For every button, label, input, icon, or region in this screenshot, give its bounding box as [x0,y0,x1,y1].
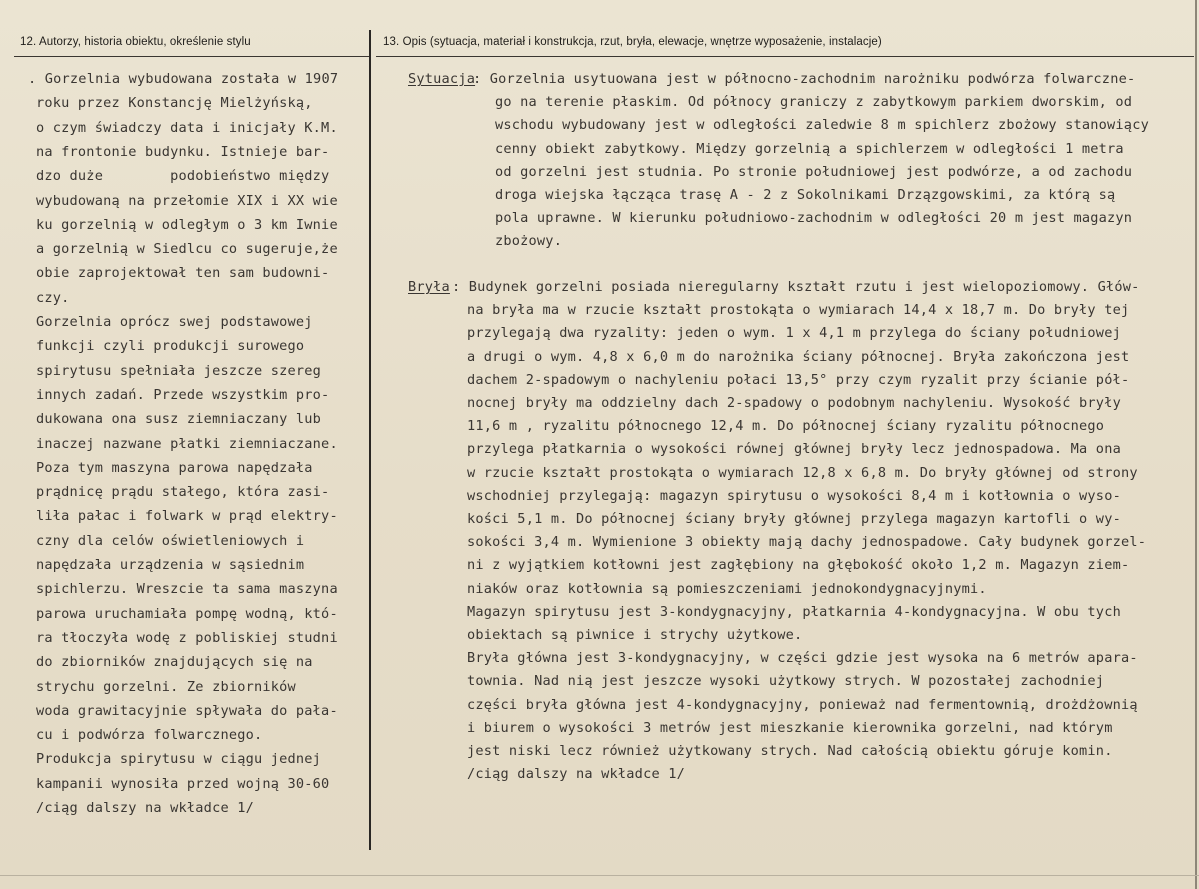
history-text-line: inaczej nazwane płatki ziemniaczane. [36,435,338,452]
history-text-line: czny dla celów oświetleniowych i [36,532,305,549]
right-header-rule [376,56,1194,57]
bryla-text-line: 11,6 m , ryzalitu północnego 12,4 m. Do północnej ściany ryzalitu północnego [467,418,1105,435]
bryla-label: Bryła [408,279,450,295]
history-text-line: obie zaprojektował ten sam budowni- [36,265,330,282]
history-text-line: funkcji czyli produkcji surowego [36,338,305,355]
history-text-line: ku gorzelnią w odległym o 3 km Iwnie [36,216,338,233]
history-text-line: kampanii wynosiła przed wojną 30-60 [36,775,330,792]
bryla-text-line: townia. Nad nią jest jeszcze wysoki użytkowy strych. W pozostałej zachodniej [467,673,1105,690]
history-text-line: a gorzelnią w Siedlcu co sugeruje,że [36,241,338,258]
sytuacja-text-line: od gorzelni jest studnia. Po stronie południowej jest podwórze, a od zachodu [495,163,1133,180]
bryla-text-line: i biurem o wysokości 3 metrów jest mieszkanie kierownika gorzelni, nad którym [467,719,1113,736]
section-13-header: 13. Opis (sytuacja, materiał i konstrukcja, rzut, bryła, elewacje, wnętrze wyposażenie, instalacje) [383,36,882,48]
bryla-text-line: sokości 3,4 m. Wymienione 3 obiekty mają dachy jednospadowe. Cały budynek gorzel- [467,534,1147,551]
sytuacja-text-line: droga wiejska łącząca trasę A - 2 z Sokolnikami Drzązgowskimi, za którą są [495,187,1116,203]
bryla-text-line: Magazyn spirytusu jest 3-kondygnacyjny, płatkarnia 4-kondygnacyjna. W obu tych [467,603,1121,620]
history-text-line: Produkcja spirytusu w ciągu jednej [36,751,322,768]
history-text-line: woda grawitacyjnie spływała do pała- [36,702,338,719]
history-text-line: dzo duże podobieństwo między [36,168,330,185]
history-text-line: innych zadań. Przede wszystkim pro- [36,386,330,403]
history-text-line: . Gorzelnia wybudowana została w 1907 [28,71,339,87]
bryla-text-line: w rzucie kształt prostokąta o wymiarach 12,8 x 6,8 m. Do bryły głównej od strony [467,464,1138,481]
bottom-rule [0,875,1199,876]
bryla-text-line: /ciąg dalszy na wkładce 1/ [467,766,685,783]
bryla-text-line: a drugi o wym. 4,8 x 6,0 m do narożnika ściany północnej. Bryła zakończona jest [467,348,1130,365]
history-text-line: strychu gorzelni. Ze zbiorników [36,678,296,695]
column-divider [369,30,371,850]
history-text-line: /ciąg dalszy na wkładce 1/ [36,800,254,816]
sytuacja-text-line: : Gorzelnia usytuowana jest w północno-zachodnim narożniku podwórza folwarczne- [473,71,1136,87]
bryla-text-line: kości 5,1 m. Do północnej ściany bryły głównej przylega magazyn kartofli o wy- [467,511,1121,527]
bryla-text-line: dachem 2-spadowym o nachyleniu połaci 13,5° przy czym ryzalit przy ścianie pół- [467,371,1130,388]
history-text-line: na frontonie budynku. Istnieje bar- [36,143,330,160]
history-text-line: cu i podwórza folwarcznego. [36,727,263,744]
history-text-line: roku przez Konstancję Mielżyńską, [36,95,313,112]
history-text-line: do zbiorników znajdujących się na [36,654,313,671]
section-12-header: 12. Autorzy, historia obiektu, określenie stylu [20,36,251,48]
left-header-rule [14,56,370,57]
sytuacja-label: Sytuacja [408,71,476,87]
history-text-line: dukowana ona susz ziemniaczany lub [36,411,322,428]
bryla-text-line: : Budynek gorzelni posiada nieregularny kształt rzutu i jest wielopoziomowy. Głów- [452,279,1140,295]
sytuacja-text-line: go na terenie płaskim. Od północy graniczy z zabytkowym parkiem dworskim, od [495,94,1133,111]
bryla-text-line: obiektach są piwnice i strychy użytkowe. [467,627,803,643]
history-text-line: parowa uruchamiała pompę wodną, któ- [36,605,338,622]
sytuacja-text-line: zbożowy. [495,233,563,250]
history-text-line: ra tłoczyła wodę z pobliskiej studni [36,629,338,646]
bryla-text-line: przylega płatkarnia o wysokości równej głównej bryły lecz jednospadowa. Ma ona [467,441,1121,458]
bryla-text-line: wschodniej przylegają: magazyn spirytusu o wysokości 8,4 m i kotłownia o wyso- [467,487,1121,504]
history-text-line: Gorzelnia oprócz swej podstawowej [36,314,313,330]
bryla-text-line: części bryła główna jest 4-kondygnacyjny, ponieważ nad fermentownią, drożdżownią [467,696,1138,713]
sytuacja-text-line: wschodu wybudowany jest w odległości zaledwie 8 m spichlerz zbożowy stanowiący [495,117,1149,134]
history-text-line: o czym świadczy data i inicjały K.M. [36,119,338,136]
sytuacja-text-line: cenny obiekt zabytkowy. Między gorzelnią a spichlerzem w odległości 1 metra [495,140,1124,157]
bryla-text-line: Bryła główna jest 3-kondygnacyjny, w części gdzie jest wysoka na 6 metrów apara- [467,650,1138,667]
bryla-text-line: jest niski lecz również użytkowany strych. Nad całością obiektu góruje komin. [467,743,1113,759]
history-text-line: spichlerzu. Wreszcie ta sama maszyna [36,581,338,598]
sytuacja-text-line: pola uprawne. W kierunku południowo-zachodnim w odległości 20 m jest magazyn [495,210,1133,227]
history-text-line: napędzała urządzenia w sąsiednim [36,557,305,573]
history-text-line: wybudowaną na przełomie XIX i XX wie [36,192,338,209]
history-text-line: liła pałac i folwark w prąd elektry- [36,508,338,525]
history-text-line: spirytusu spełniała jeszcze szereg [36,362,322,379]
bryla-text-line: na bryła ma w rzucie kształt prostokąta o wymiarach 14,4 x 18,7 m. Do bryły tej [467,302,1130,319]
page-edge [1195,0,1197,889]
bryla-text-line: niaków oraz kotłownia są pomieszczeniami jednokondygnacyjnymi. [467,580,987,597]
bryla-text-line: przylegają dwa ryzality: jeden o wym. 1 x 4,1 m przylega do ściany południowej [467,325,1121,342]
history-text-line: czy. [36,289,70,306]
history-text-line: Poza tym maszyna parowa napędzała [36,459,313,476]
bryla-text-line: ni z wyjątkiem kotłowni jest zagłębiony na głębokość około 1,2 m. Magazyn ziem- [467,557,1130,574]
bryla-text-line: nocnej bryły ma oddzielny dach 2-spadowy o podobnym nachyleniu. Wysokość bryły [467,395,1121,411]
history-text-line: prądnicę prądu stałego, która zasi- [36,484,330,501]
